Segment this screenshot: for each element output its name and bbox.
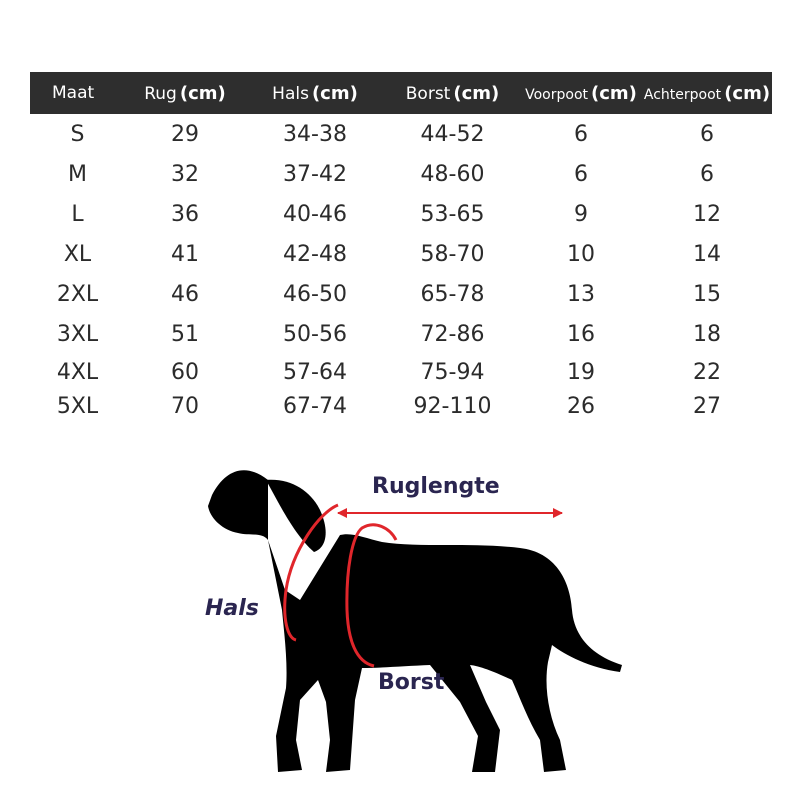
table-cell: 27 xyxy=(693,393,721,419)
table-cell: 46-50 xyxy=(283,281,347,307)
table-cell: 9 xyxy=(574,201,588,227)
label-ruglengte: Ruglengte xyxy=(372,474,500,499)
table-cell: 6 xyxy=(700,161,714,187)
table-cell: 2XL xyxy=(56,281,99,307)
table-cell: 6 xyxy=(574,121,588,147)
label-hals: Hals xyxy=(205,596,259,621)
table-cell: 36 xyxy=(171,201,199,227)
dog-silhouette xyxy=(208,470,622,772)
table-row xyxy=(30,390,772,422)
table-cell: 48-60 xyxy=(420,161,485,187)
table-cell: 4XL xyxy=(56,359,99,385)
table-cell: 26 xyxy=(567,393,595,419)
header-achterpoot: Achterpoot (cm) xyxy=(643,82,771,104)
table-cell: 19 xyxy=(567,359,595,385)
table-cell: 12 xyxy=(693,201,721,227)
table-row xyxy=(30,314,772,354)
table-cell: 3XL xyxy=(56,321,99,347)
table-cell: 32 xyxy=(171,161,199,187)
table-cell: 70 xyxy=(171,393,199,419)
table-cell: 65-78 xyxy=(420,281,485,307)
table-row xyxy=(30,234,772,274)
table-cell: 16 xyxy=(567,321,595,347)
table-cell: 51 xyxy=(171,321,199,347)
table-cell: 67-74 xyxy=(283,393,347,419)
table-cell: 14 xyxy=(693,241,721,267)
table-cell: 6 xyxy=(700,121,714,147)
table-cell: 41 xyxy=(171,241,199,267)
table-cell: 60 xyxy=(171,359,199,385)
table-cell: 34-38 xyxy=(283,121,347,147)
table-row xyxy=(30,354,772,390)
table-cell: L xyxy=(71,201,84,227)
table-header xyxy=(30,72,772,114)
table-cell: 58-70 xyxy=(420,241,485,267)
table-cell: 6 xyxy=(574,161,588,187)
table-cell: 57-64 xyxy=(283,359,347,385)
table-row xyxy=(30,274,772,314)
dog-measurement-diagram xyxy=(0,440,800,800)
table-cell: 10 xyxy=(567,241,595,267)
table-row xyxy=(30,154,772,194)
table-cell: 92-110 xyxy=(413,393,492,419)
size-chart xyxy=(30,72,772,422)
table-cell: 37-42 xyxy=(283,161,347,187)
table-cell: 5XL xyxy=(56,393,99,419)
table-row xyxy=(30,114,772,154)
table-cell: S xyxy=(70,121,85,147)
table-cell: 13 xyxy=(567,281,595,307)
table-cell: 22 xyxy=(693,359,721,385)
table-row xyxy=(30,194,772,234)
table-cell: M xyxy=(68,161,87,187)
header-borst: Borst (cm) xyxy=(405,82,500,104)
label-borst: Borst xyxy=(378,670,445,695)
table-cell: 44-52 xyxy=(420,121,485,147)
header-maat: Maat xyxy=(52,83,95,103)
header-rug: Rug (cm) xyxy=(144,82,226,104)
header-hals: Hals (cm) xyxy=(272,82,358,104)
table-cell: 53-65 xyxy=(420,201,485,227)
table-cell: 40-46 xyxy=(283,201,347,227)
table-cell: 15 xyxy=(693,281,721,307)
table-cell: 18 xyxy=(693,321,721,347)
table-body xyxy=(30,114,772,422)
table-cell: 72-86 xyxy=(420,321,485,347)
table-cell: 29 xyxy=(171,121,199,147)
table-cell: 50-56 xyxy=(283,321,347,347)
table-cell: XL xyxy=(63,241,92,267)
header-voorpoot: Voorpoot (cm) xyxy=(525,82,637,104)
table-cell: 46 xyxy=(171,281,199,307)
table-cell: 42-48 xyxy=(283,241,347,267)
table-cell: 75-94 xyxy=(420,359,485,385)
